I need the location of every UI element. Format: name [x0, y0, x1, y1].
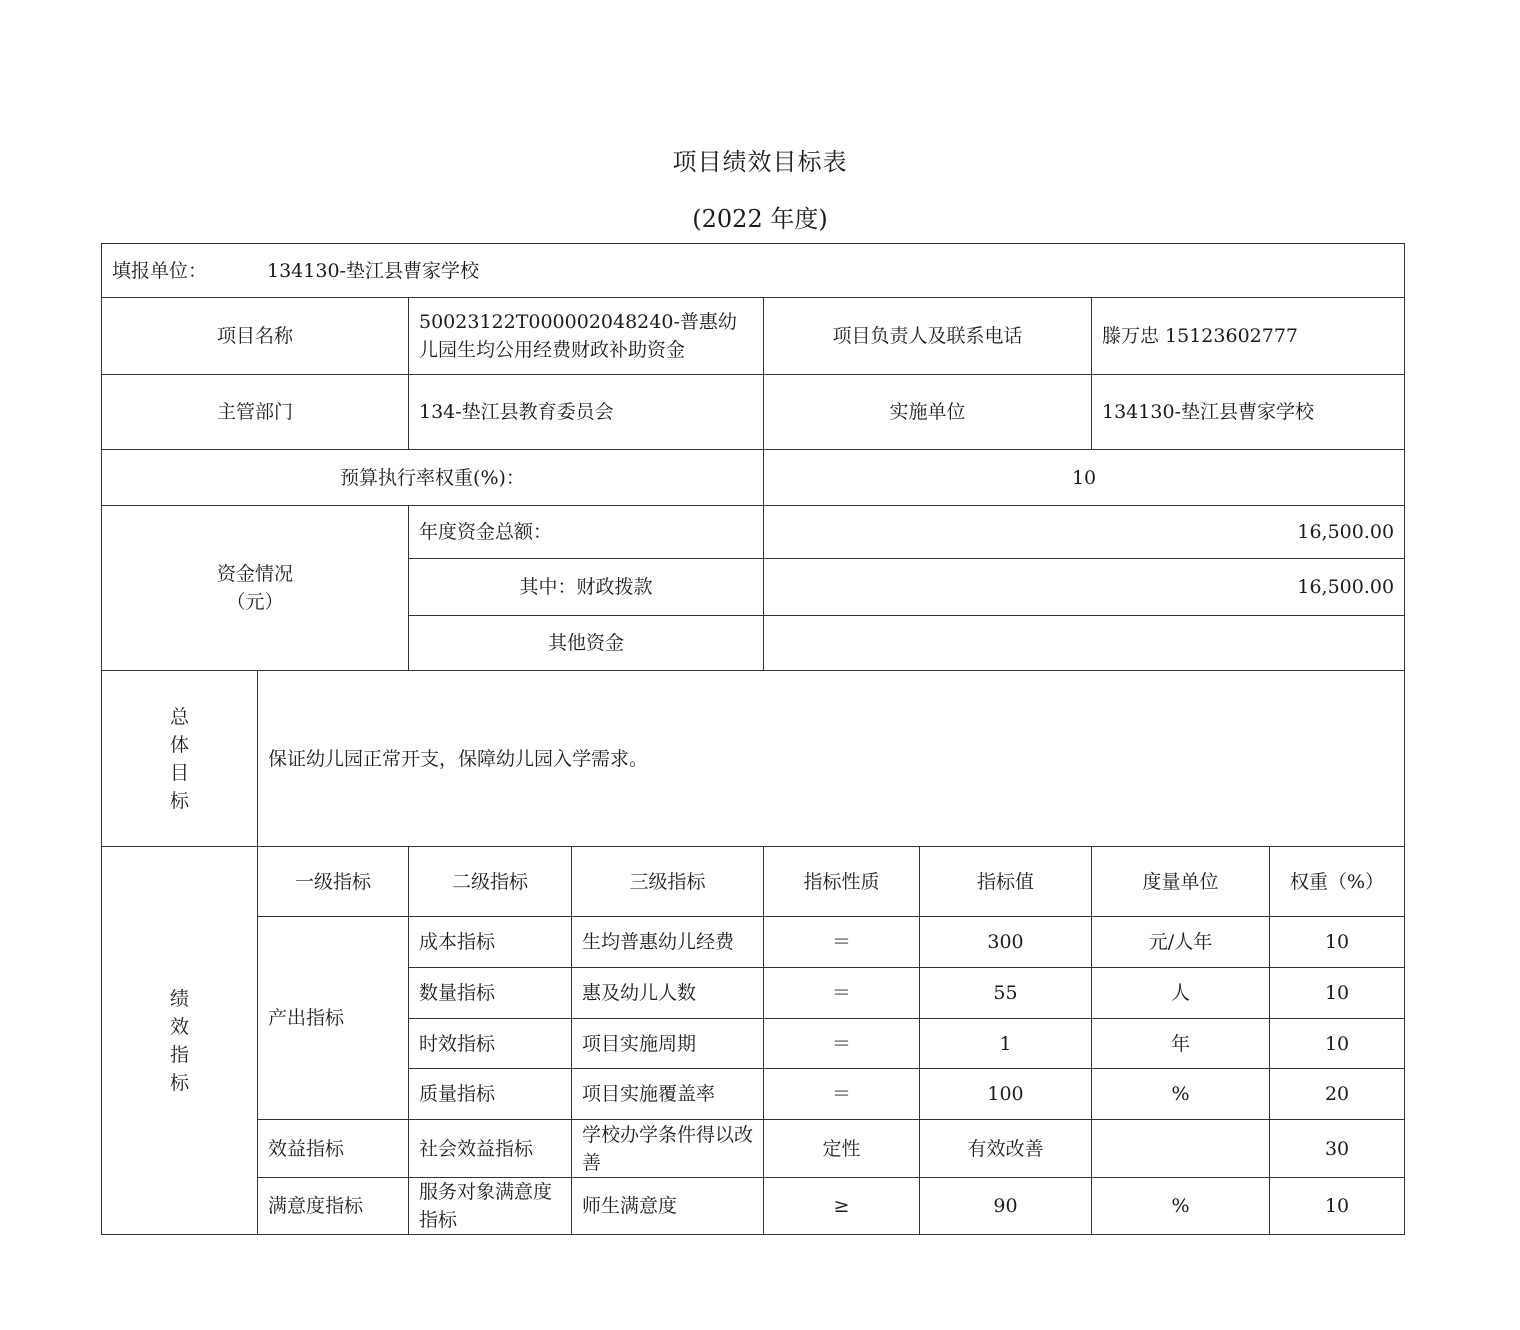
- indicator-nature: 定性: [764, 1120, 920, 1178]
- header-level1: 一级指标: [258, 847, 409, 917]
- indicator-value: 300: [920, 917, 1092, 968]
- document-subtitle: (2022 年度): [692, 205, 828, 233]
- department-row: [102, 375, 1405, 450]
- satisfaction-indicator-label: 满意度指标: [258, 1178, 409, 1235]
- indicator-row: [102, 917, 1405, 968]
- indicator-unit: 元/人年: [1092, 917, 1270, 968]
- header-level2: 二级指标: [409, 847, 572, 917]
- indicator-weight: 10: [1270, 917, 1405, 968]
- indicator-value: 90: [920, 1178, 1092, 1235]
- indicator-unit: [1092, 1120, 1270, 1178]
- reporting-unit-label: 填报单位：: [112, 259, 208, 282]
- header-level3: 三级指标: [572, 847, 764, 917]
- department-label: 主管部门: [102, 375, 409, 450]
- budget-weight-value: 10: [764, 450, 1405, 506]
- indicator-level2: 社会效益指标: [409, 1120, 572, 1178]
- header-value: 指标值: [920, 847, 1092, 917]
- project-name-row: [102, 298, 1405, 375]
- funds-fiscal-value: 16,500.00: [764, 559, 1405, 616]
- indicator-level3: 项目实施覆盖率: [572, 1069, 764, 1120]
- funds-section-label-line1: 资金情况: [216, 563, 293, 585]
- project-contact-label: 项目负责人及联系电话: [764, 298, 1092, 375]
- implementing-unit-value: 134130-垫江县曹家学校: [1092, 375, 1405, 450]
- indicator-unit: %: [1092, 1178, 1270, 1235]
- funds-total-label: 年度资金总额：: [409, 506, 764, 559]
- overall-goal-row: [102, 671, 1405, 847]
- indicator-section-label-char: 效: [169, 1015, 189, 1038]
- funds-total-value: 16,500.00: [764, 506, 1405, 559]
- reporting-unit-row: [102, 244, 1405, 298]
- indicator-value: 1: [920, 1019, 1092, 1069]
- overall-goal-label-char: 标: [169, 789, 189, 812]
- budget-weight-label: 预算执行率权重(%)：: [102, 450, 764, 506]
- funds-section-label: [102, 506, 409, 671]
- funds-other-value: [764, 616, 1405, 671]
- indicator-weight: 10: [1270, 968, 1405, 1019]
- performance-target-table: [101, 243, 1405, 1235]
- indicator-value: 55: [920, 968, 1092, 1019]
- overall-goal-text: 保证幼儿园正常开支，保障幼儿园入学需求。: [258, 671, 1405, 847]
- indicator-level2: 成本指标: [409, 917, 572, 968]
- indicator-nature: ＝: [764, 917, 920, 968]
- indicator-weight: 30: [1270, 1120, 1405, 1178]
- indicator-nature: ＝: [764, 1069, 920, 1120]
- overall-goal-label-char: 体: [169, 733, 189, 756]
- indicator-section-label: [102, 847, 258, 1235]
- indicator-nature: ＝: [764, 1019, 920, 1069]
- indicator-value: 100: [920, 1069, 1092, 1120]
- indicator-weight: 10: [1270, 1178, 1405, 1235]
- implementing-unit-label: 实施单位: [764, 375, 1092, 450]
- indicator-header-row: [102, 847, 1405, 917]
- overall-goal-label-char: 总: [169, 705, 189, 728]
- header-nature: 指标性质: [764, 847, 920, 917]
- indicator-row: [102, 1120, 1405, 1178]
- indicator-nature: ＝: [764, 968, 920, 1019]
- indicator-weight: 10: [1270, 1019, 1405, 1069]
- indicator-section-label-char: 绩: [169, 987, 189, 1010]
- indicator-level2: 服务对象满意度指标: [409, 1178, 572, 1235]
- document-title: 项目绩效目标表: [672, 148, 848, 176]
- indicator-level3: 师生满意度: [572, 1178, 764, 1235]
- indicator-unit: 年: [1092, 1019, 1270, 1069]
- reporting-unit-value: 134130-垫江县曹家学校: [267, 259, 479, 282]
- header-weight: 权重（%）: [1270, 847, 1405, 917]
- department-value: 134-垫江县教育委员会: [409, 375, 764, 450]
- indicator-level2: 质量指标: [409, 1069, 572, 1120]
- indicator-level2: 数量指标: [409, 968, 572, 1019]
- indicator-section-label-char: 标: [169, 1071, 189, 1094]
- header-unit: 度量单位: [1092, 847, 1270, 917]
- indicator-level3: 生均普惠幼儿经费: [572, 917, 764, 968]
- overall-goal-label-char: 目: [169, 761, 189, 784]
- funds-total-row: [102, 506, 1405, 559]
- benefit-indicator-label: 效益指标: [258, 1120, 409, 1178]
- indicator-unit: %: [1092, 1069, 1270, 1120]
- indicator-level3: 项目实施周期: [572, 1019, 764, 1069]
- budget-weight-row: [102, 450, 1405, 506]
- indicator-weight: 20: [1270, 1069, 1405, 1120]
- funds-section-label-line2: （元）: [226, 591, 284, 613]
- indicator-unit: 人: [1092, 968, 1270, 1019]
- indicator-level2: 时效指标: [409, 1019, 572, 1069]
- indicator-value: 有效改善: [920, 1120, 1092, 1178]
- funds-fiscal-label: 其中：财政拨款: [409, 559, 764, 616]
- indicator-row: [102, 1178, 1405, 1235]
- overall-goal-label: [102, 671, 258, 847]
- project-contact-value: 滕万忠 15123602777: [1092, 298, 1405, 375]
- indicator-level3: 惠及幼儿人数: [572, 968, 764, 1019]
- indicator-section-label-char: 指: [169, 1043, 189, 1066]
- project-name-value: 50023122T000002048240-普惠幼儿园生均公用经费财政补助资金: [409, 298, 764, 375]
- funds-other-label: 其他资金: [409, 616, 764, 671]
- indicator-level3: 学校办学条件得以改善: [572, 1120, 764, 1178]
- output-indicator-label: 产出指标: [258, 917, 409, 1120]
- project-name-label: 项目名称: [102, 298, 409, 375]
- indicator-nature: ≥: [764, 1178, 920, 1235]
- reporting-unit-cell: [102, 244, 1405, 298]
